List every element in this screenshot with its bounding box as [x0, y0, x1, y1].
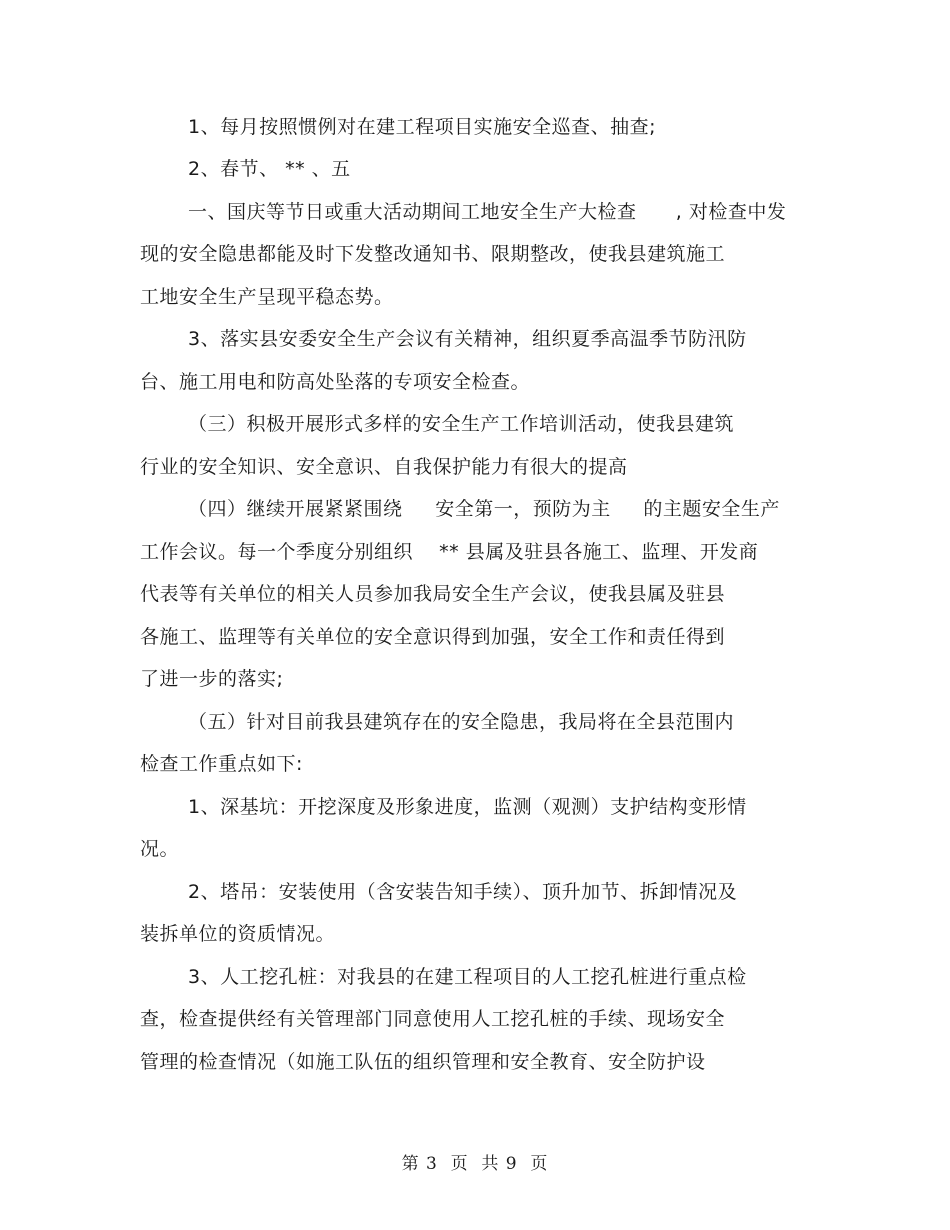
text-line-12: 代表等有关单位的相关人员参加我局安全生产会议，使我县属及驻县 — [140, 583, 726, 605]
text-line-8: （三）积极开展形式多样的安全生产工作培训活动，使我县建筑 — [188, 413, 735, 435]
text-line-3: 一、国庆等节日或重大活动期间工地安全生产大检查 , 对检查中发 — [188, 201, 787, 223]
text-line-23: 管理的检查情况（如施工队伍的组织管理和安全教育、安全防护设 — [140, 1051, 706, 1073]
text-line-6: 3、落实县安委安全生产会议有关精神，组织夏季高温季节防汛防 — [188, 328, 747, 350]
text-line-17: 1、深基坑：开挖深度及形象进度，监测（观测）支护结构变形情 — [188, 796, 747, 818]
text-line-22: 查，检查提供经有关管理部门同意使用人工挖孔桩的手续、现场安全 — [140, 1008, 726, 1030]
text-line-5: 工地安全生产呈现平稳态势。 — [140, 286, 394, 308]
text-line-19: 2、塔吊：安装使用（含安装告知手续）、顶升加节、拆卸情况及 — [188, 881, 738, 903]
page-number-footer: 第 3 页 共 9 页 — [401, 1154, 549, 1174]
text-line-7: 台、施工用电和防高处坠落的专项安全检查。 — [140, 371, 531, 393]
text-line-15: （五）针对目前我县建筑存在的安全隐患，我局将在全县范围内 — [188, 711, 735, 733]
text-line-20: 装拆单位的资质情况。 — [140, 923, 336, 945]
text-line-13: 各施工、监理等有关单位的安全意识得到加强，安全工作和责任得到 — [140, 626, 726, 648]
text-line-9: 行业的安全知识、安全意识、自我保护能力有很大的提高 — [140, 456, 628, 478]
text-line-4: 现的安全隐患都能及时下发整改通知书、限期整改，使我县建筑施工 — [140, 243, 726, 265]
text-line-21: 3、人工挖孔桩：对我县的在建工程项目的人工挖孔桩进行重点检 — [188, 966, 747, 988]
text-line-16: 检查工作重点如下: — [140, 753, 303, 775]
text-line-10: （四）继续开展紧紧围绕 安全第一，预防为主 的主题安全生产 — [188, 498, 780, 520]
text-line-14: 了进一步的落实; — [140, 668, 284, 690]
text-line-11: 工作会议。每一个季度分别组织 ** 县属及驻县各施工、监理、开发商 — [140, 541, 759, 563]
text-line-18: 况。 — [140, 838, 180, 860]
text-line-1: 1、每月按照惯例对在建工程项目实施安全巡查、抽查; — [188, 116, 656, 138]
text-line-2: 2、春节、 ** 、五 — [188, 158, 351, 180]
